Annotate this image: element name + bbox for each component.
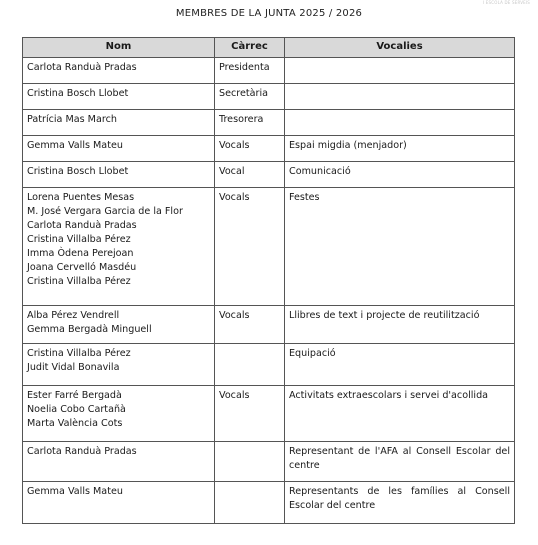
table-row — [23, 162, 515, 188]
cell-carrec — [215, 482, 285, 524]
cell-carrec: Vocals — [215, 136, 285, 162]
header-vocalies: Vocalies — [285, 38, 515, 58]
cell-vocalies: Llibres de text i projecte de reutilització — [285, 306, 515, 344]
cell-carrec: Vocal — [215, 162, 285, 188]
board-members-table — [22, 37, 515, 524]
cell-carrec — [215, 344, 285, 386]
member-name: Carlota Randuà Pradas — [27, 220, 137, 231]
cell-carrec: Vocals — [215, 386, 285, 442]
table-row — [23, 84, 515, 110]
cell-vocalies — [285, 58, 515, 84]
member-name: Gemma Bergadà Minguell — [27, 324, 152, 335]
cell-nom — [23, 58, 215, 84]
cell-carrec — [215, 442, 285, 482]
member-name: Lorena Puentes Mesas — [27, 192, 135, 203]
member-name: Cristina Villalba Pérez — [27, 234, 131, 245]
member-name: Cristina Villalba Pérez — [27, 348, 131, 359]
cell-nom — [23, 188, 215, 306]
member-name: Gemma Valls Mateu — [27, 140, 123, 151]
cell-vocalies: Equipació — [285, 344, 515, 386]
member-name: Gemma Valls Mateu — [27, 486, 123, 497]
header-carrec: Càrrec — [215, 38, 285, 58]
member-name: Cristina Villalba Pérez — [27, 276, 131, 287]
cell-nom — [23, 136, 215, 162]
table-row — [23, 306, 515, 344]
table-row — [23, 442, 515, 482]
member-name: Imma Òdena Perejoan — [27, 248, 134, 259]
member-name: Noelia Cobo Cartañà — [27, 404, 126, 415]
table-row — [23, 188, 515, 306]
table-row — [23, 58, 515, 84]
cell-nom — [23, 344, 215, 386]
cell-nom — [23, 482, 215, 524]
cell-carrec: Presidenta — [215, 58, 285, 84]
table-row — [23, 136, 515, 162]
member-name: Marta València Cots — [27, 418, 123, 429]
table-header-row — [23, 38, 515, 58]
cell-nom — [23, 306, 215, 344]
cell-vocalies — [285, 110, 515, 136]
member-name: Ester Farré Bergadà — [27, 390, 122, 401]
header-nom: Nom — [23, 38, 215, 58]
member-name: Cristina Bosch Llobet — [27, 88, 129, 99]
cell-nom — [23, 110, 215, 136]
table-row — [23, 344, 515, 386]
cell-carrec: Vocals — [215, 306, 285, 344]
table-row — [23, 386, 515, 442]
member-name: Alba Pérez Vendrell — [27, 310, 120, 321]
member-name: Joana Cervelló Masdéu — [27, 262, 137, 273]
cell-vocalies: Espai migdia (menjador) — [285, 136, 515, 162]
cell-vocalies: Comunicació — [285, 162, 515, 188]
member-name: Judit Vidal Bonavila — [27, 362, 120, 373]
cell-vocalies: Representant de l'AFA al Consell Escolar del centre — [285, 442, 515, 482]
member-name: Cristina Bosch Llobet — [27, 166, 129, 177]
member-name: Patrícia Mas March — [27, 114, 117, 125]
cell-vocalies: Festes — [285, 188, 515, 306]
cell-carrec: Secretària — [215, 84, 285, 110]
cell-carrec: Tresorera — [215, 110, 285, 136]
cell-vocalies: Activitats extraescolars i servei d'acollida — [285, 386, 515, 442]
member-name: M. José Vergara Garcia de la Flor — [27, 206, 183, 217]
member-name: Carlota Randuà Pradas — [27, 446, 137, 457]
cell-vocalies — [285, 84, 515, 110]
document-title: MEMBRES DE LA JUNTA 2025 / 2026 — [175, 8, 363, 19]
cell-nom — [23, 84, 215, 110]
cell-carrec: Vocals — [215, 188, 285, 306]
table-row — [23, 110, 515, 136]
corner-watermark: I ESCOLA DE SERVEIS — [482, 0, 530, 5]
cell-nom — [23, 162, 215, 188]
cell-nom — [23, 386, 215, 442]
cell-vocalies: Representants de les famílies al Consell Escolar del centre — [285, 482, 515, 524]
member-name: Carlota Randuà Pradas — [27, 62, 137, 73]
cell-nom — [23, 442, 215, 482]
table-row — [23, 482, 515, 524]
